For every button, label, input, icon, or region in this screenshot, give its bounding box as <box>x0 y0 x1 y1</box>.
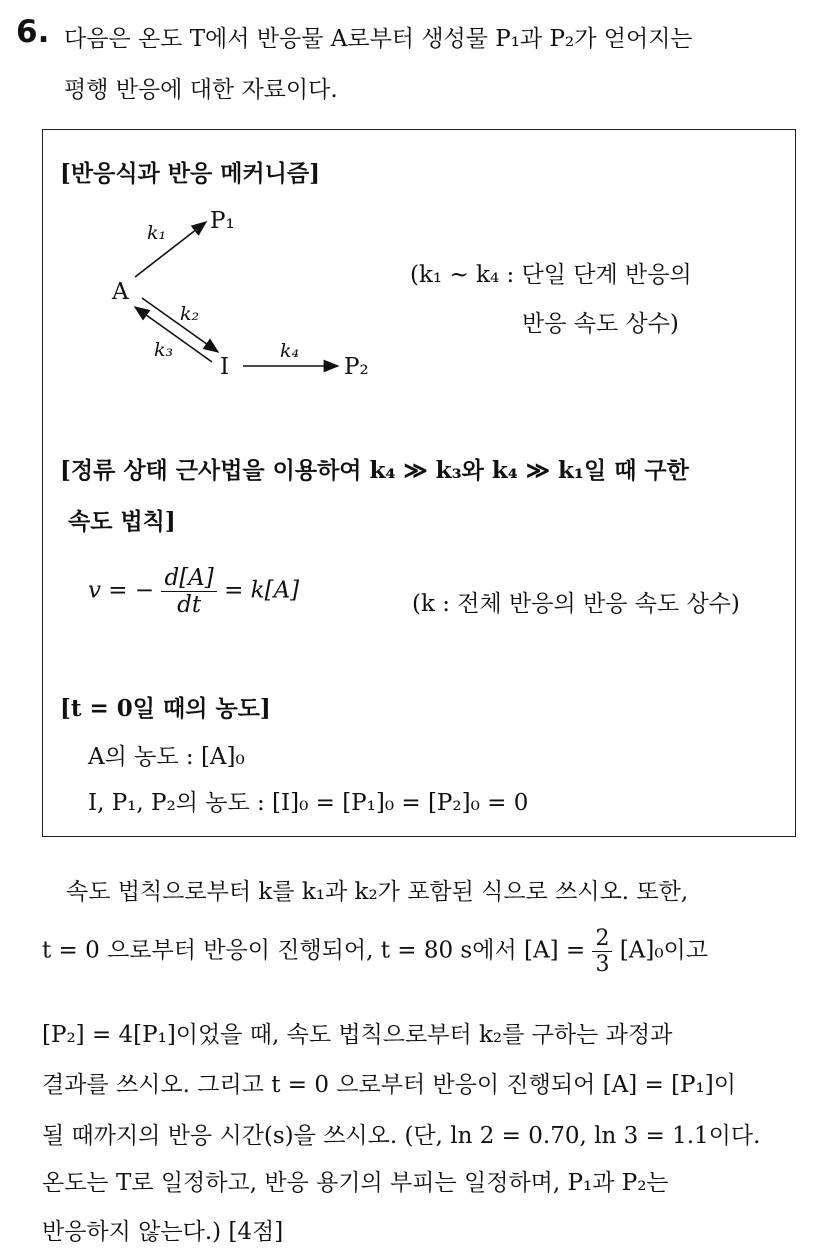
question-intro-line2: 평행 반응에 대한 자료이다. <box>64 77 338 103</box>
label-k3: k₃ <box>154 339 174 361</box>
instruction-line2-post: [A]₀이고 <box>619 937 708 964</box>
rate-law-note: (k : 전체 반응의 반응 속도 상수) <box>412 591 740 617</box>
steady-state-header-line1: [정류 상태 근사법을 이용하여 k₄ ≫ k₃와 k₄ ≫ k₁일 때 구한 <box>60 457 689 484</box>
rate-law-rhs: = k[A] <box>224 577 300 604</box>
instruction-line1: 속도 법칙으로부터 k를 k₁과 k₂가 포함된 식으로 쓰시오. 또한, <box>66 879 689 905</box>
arrow-I-to-A <box>135 307 212 362</box>
rate-constant-note-line2: 반응 속도 상수) <box>522 311 679 337</box>
rate-law-numerator: d[A] <box>161 565 216 592</box>
instruction-line4: 결과를 쓰시오. 그리고 t = 0 으로부터 반응이 진행되어 [A] = [P₁]이 <box>42 1072 736 1098</box>
node-I: I <box>220 354 230 380</box>
mechanism-header: [반응식과 반응 메커니즘] <box>60 160 320 187</box>
instruction-line2 <box>42 926 708 977</box>
instruction-fraction-den: 3 <box>595 952 610 977</box>
node-P2: P₂ <box>344 354 369 380</box>
question-intro-line1: 다음은 온도 T에서 반응물 A로부터 생성물 P₁과 P₂가 얻어지는 <box>64 26 693 52</box>
question-number: 6. <box>16 14 50 50</box>
rate-law-denominator: dt <box>177 592 202 618</box>
initial-A: A의 농도 : [A]₀ <box>88 744 245 770</box>
node-P1: P₁ <box>210 208 235 234</box>
rate-constant-note-line1: (k₁ ~ k₄ : 단일 단계 반응의 <box>410 262 692 288</box>
steady-state-header-line2: 속도 법칙] <box>68 508 176 535</box>
instruction-line2-pre: t = 0 으로부터 반응이 진행되어, t = 80 s에서 [A] = <box>42 937 586 964</box>
initial-others: I, P₁, P₂의 농도 : [I]₀ = [P₁]₀ = [P₂]₀ = 0 <box>88 790 529 816</box>
rate-law-fraction <box>161 565 216 618</box>
instruction-fraction-num: 2 <box>592 926 612 952</box>
instruction-line5: 될 때까지의 반응 시간(s)을 쓰시오. (단, ln 2 = 0.70, ln 3 = 1.1이다. <box>42 1123 761 1149</box>
rate-law <box>88 565 299 618</box>
label-k4: k₄ <box>280 340 300 362</box>
instruction-line7: 반응하지 않는다.) [4점] <box>42 1219 284 1245</box>
initial-header: [t = 0일 때의 농도] <box>60 695 271 722</box>
instruction-line6: 온도는 T로 일정하고, 반응 용기의 부피는 일정하며, P₁과 P₂는 <box>42 1170 669 1196</box>
label-k2: k₂ <box>180 303 200 325</box>
instruction-fraction <box>592 926 612 977</box>
node-A: A <box>112 279 129 305</box>
instruction-line3: [P₂] = 4[P₁]이었을 때, 속도 법칙으로부터 k₂를 구하는 과정과 <box>42 1022 673 1048</box>
label-k1: k₁ <box>147 222 167 244</box>
rate-law-lhs: v = − <box>88 577 155 604</box>
arrow-A-to-P1 <box>135 222 206 277</box>
